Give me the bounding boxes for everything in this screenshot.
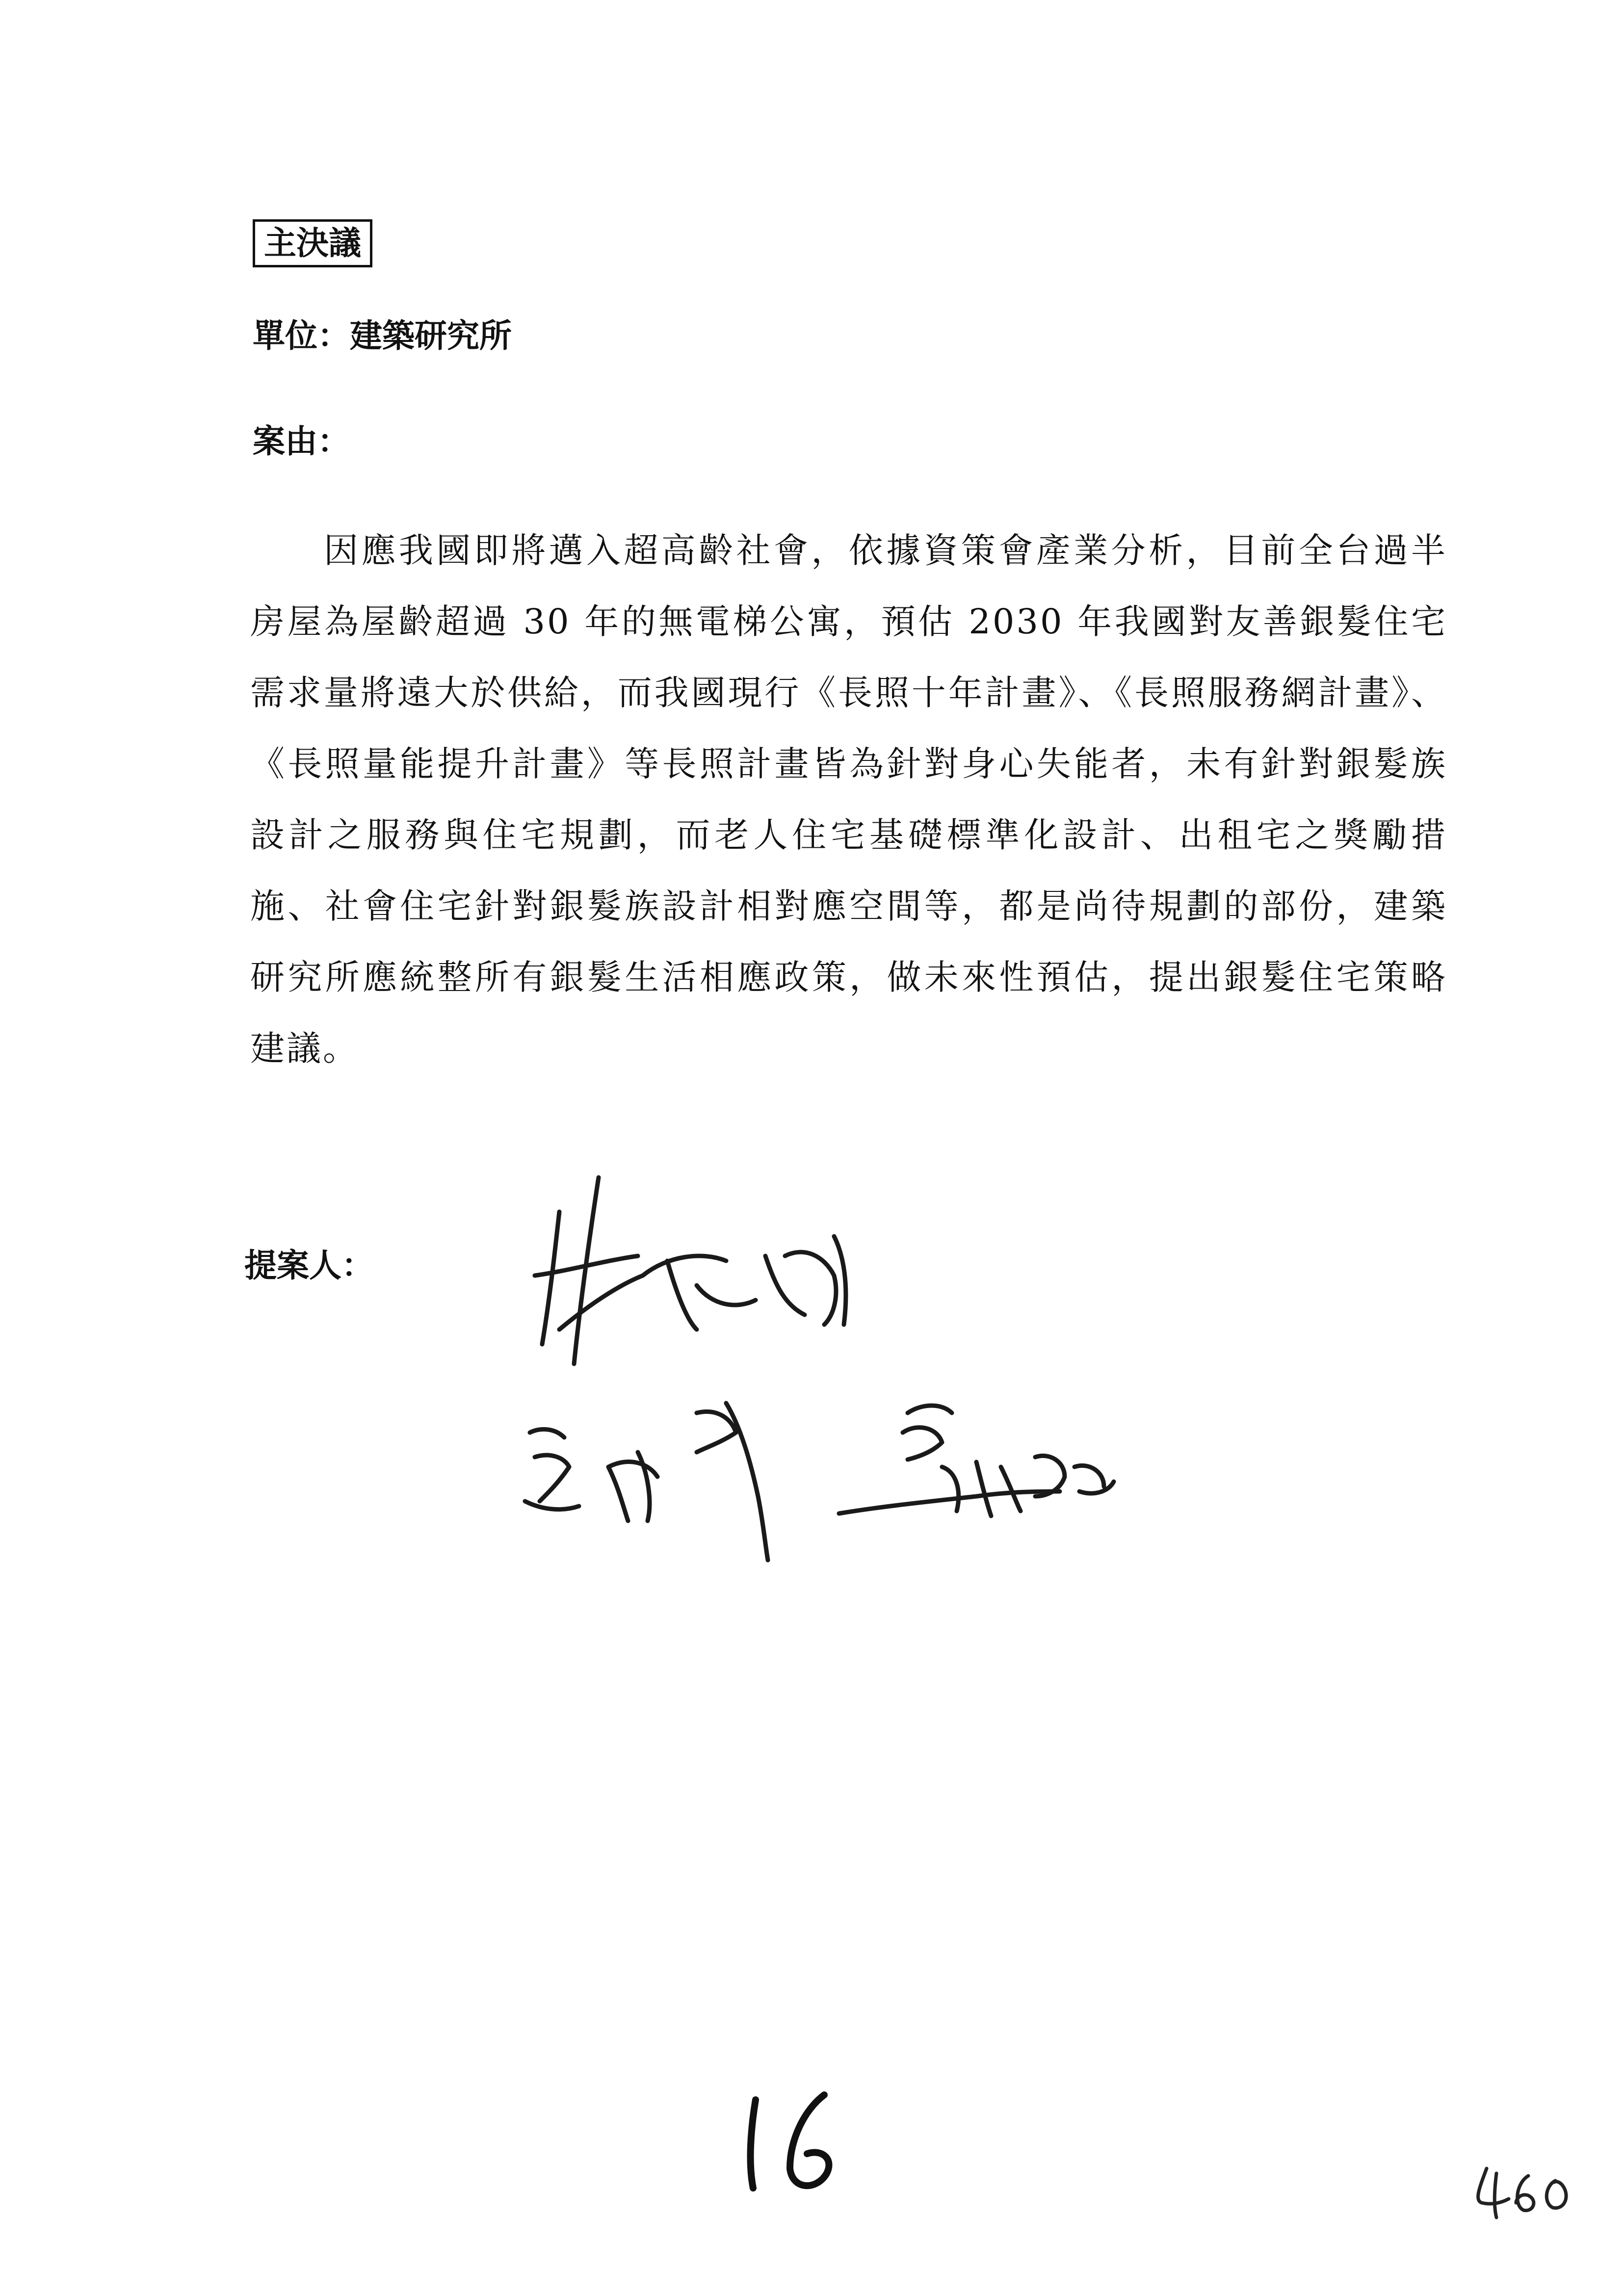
unit-row bbox=[253, 316, 512, 355]
handwritten-page-number bbox=[731, 2085, 859, 2203]
reason-label: 案由： bbox=[253, 422, 350, 460]
proposer-label: 提案人： bbox=[244, 1247, 374, 1284]
signature-3 bbox=[839, 1406, 1114, 1516]
unit-label: 單位： bbox=[253, 317, 350, 355]
signature-2 bbox=[525, 1403, 768, 1560]
handwritten-stamp-number bbox=[1467, 2154, 1580, 2222]
signature-1 bbox=[535, 1177, 846, 1364]
unit-value: 建築研究所 bbox=[350, 317, 512, 355]
main-resolution-title: 主決議 bbox=[253, 219, 372, 267]
reason-paragraph: 因應我國即將邁入超高齡社會，依據資策會產業分析，目前全台過半房屋為屋齡超過 30 年的無電梯公寓，預估 2030 年我國對友善銀髮住宅需求量將遠大於供給，而我國現行《長照十年計畫》、《長照服務網計畫》、《長照量能提升計畫》等長照計畫皆為針對身心失能者，未有針對銀髮族設計之服務與住宅規劃，而老人住宅基礎標準化設計、出租宅之獎勵措施、社會住宅針對銀髮族設計相對應空間等，都是尚待規劃的部份，建築研究所應統整所有銀髮生活相應政策，做未來性預估，提出銀髮住宅策略建議。 bbox=[250, 530, 1447, 1069]
